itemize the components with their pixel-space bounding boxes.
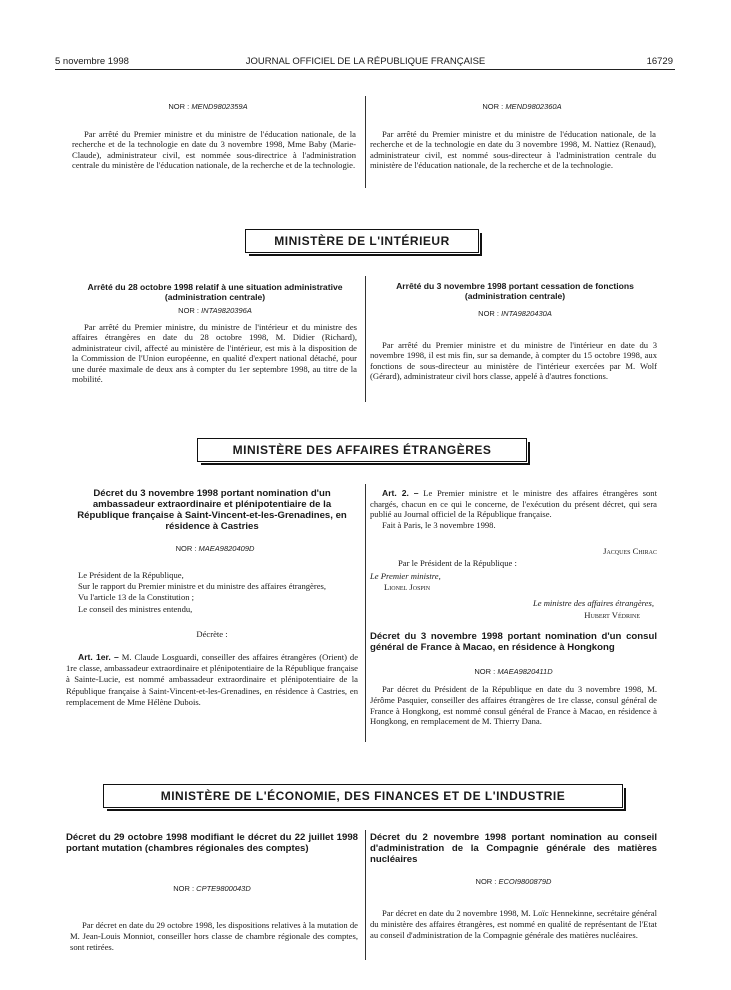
signature-pm-name: Lionel Jospin	[384, 582, 431, 592]
decrete-formula: Décrète :	[196, 628, 228, 639]
section-heading-affaires-etrangeres: MINISTÈRE DES AFFAIRES ÉTRANGÈRES	[197, 438, 527, 462]
nor-reference	[370, 667, 657, 676]
paragraph: Par arrêté du Premier ministre, du ministre de l'intérieur et du ministre des affaires étrangères en date du 28 octobre 1998, M. Didier (Richard), administrateur civil, affecté au ministère de l'intérieur, est mis à la disposition de la Commission de l'Union européenne, en qualité d'expert national détaché, pour une durée maximale de deux ans à compter du 1er septembre 1998, au titre de la mobilité.	[72, 322, 357, 385]
paragraph: Vu l'article 13 de la Constitution ;	[78, 592, 195, 603]
decret-text	[370, 684, 657, 727]
signature-pm-title: Le Premier ministre,	[370, 571, 441, 581]
section-heading-interieur: MINISTÈRE DE L'INTÉRIEUR	[245, 229, 479, 253]
decret-title: Décret du 2 novembre 1998 portant nomination au conseil d'administration de la Compagnie générale des matières nucléaires	[370, 832, 657, 865]
paragraph: Fait à Paris, le 3 novembre 1998.	[382, 519, 496, 530]
decret-body	[66, 570, 358, 708]
decret-title: Décret du 3 novembre 1998 portant nomination d'un consul général de France à Macao, en résidence à Hongkong	[370, 631, 657, 653]
paragraph: Par décret en date du 29 octobre 1998, les dispositions relatives à la mutation de M. Jean-Louis Monniot, conseiller hors classe de chambre régionale des comptes, sont retirées.	[70, 920, 358, 952]
section-heading-economie: MINISTÈRE DE L'ÉCONOMIE, DES FINANCES ET DE L'INDUSTRIE	[103, 784, 623, 808]
signature-president: Jacques Chirac	[603, 546, 657, 556]
nor-label: NOR :	[178, 306, 199, 315]
article-label: Art. 1er. –	[78, 652, 119, 663]
nor-code: ECOI9800879D	[498, 877, 552, 886]
paragraph: Par arrêté du Premier ministre et du ministre de l'éducation nationale, de la recherche et de la technologie en date du 3 novembre 1998, Mme Baby (Marie-Claude), administrateur civil, est nommée sous-directrice à l'administration centrale du ministère de l'éducation nationale, de la recherche et de la technologie.	[72, 129, 356, 171]
nor-reference	[66, 884, 358, 893]
paragraph: Par arrêté du Premier ministre et du ministre de l'intérieur en date du 3 novembre 1998, il est mis fin, sur sa demande, à compter du 15 octobre 1998, aux fonctions de sous-directeur au ministère de l'intérieur exercées par M. Wolf (Gérard), administrateur civil hors classe, appelé à d'autres fonctions.	[370, 340, 657, 382]
paragraph: Par décret du Président de la République en date du 3 novembre 1998, M. Jérôme Pasquier, conseiller des affaires étrangères de 1re classe, consul général de France à Hongkong, est nommé consul général de France à Macao, en résidence à Hongkong, en remplacement de M. Thierry Dana.	[370, 684, 657, 727]
decret-text	[70, 920, 358, 953]
decret-title: Décret du 3 novembre 1998 portant nomination d'un ambassadeur extraordinaire et plénipotentiaire de la République française à Saint-Vincent-et-les-Grenadines, en résidence à Castries	[77, 488, 347, 532]
paragraph: Par le Président de la République :	[398, 558, 517, 568]
nor-reference	[372, 102, 672, 111]
nor-reference	[58, 102, 358, 111]
nor-code: MAEA9820411D	[497, 667, 553, 676]
article-paragraph	[66, 652, 358, 708]
nor-label: NOR :	[168, 102, 190, 111]
nor-code: MEND9802360A	[505, 102, 562, 111]
article-text: M. Claude Losguardi, conseiller des affaires étrangères (Orient) de 1re classe, ambassadeur extraordinaire et plénipotentiaire de la République française à Sainte-Lucie, est nommé ambassadeur extraordinaire et plénipotentiaire de la République française à Saint-Vincent-et-les-Grenadines, en résidence à Castries, en remplacement de Mme Hélène Dubois.	[66, 652, 359, 707]
nor-code: INTA9820430A	[501, 309, 552, 318]
header-date: 5 novembre 1998	[55, 56, 129, 67]
nor-code: MEND9802359A	[191, 102, 248, 111]
signature-line	[370, 558, 657, 568]
column-divider	[365, 96, 366, 188]
column-divider	[365, 276, 366, 402]
article-paragraph	[370, 488, 657, 520]
nor-label: NOR :	[475, 877, 497, 886]
arrete-text	[370, 129, 656, 171]
decret-text	[370, 908, 657, 941]
decret-body	[370, 488, 657, 530]
paragraph: Par arrêté du Premier ministre et du ministre de l'éducation nationale, de la recherche et de la technologie en date du 3 novembre 1998, M. Nattiez (Renaud), administrateur civil, est nommé sous-directeur à l'administration centrale du ministère de l'éducation nationale, de la recherche et de la technologie.	[370, 129, 656, 171]
nor-reference	[70, 544, 360, 553]
header-journal-title: JOURNAL OFFICIEL DE LA RÉPUBLIQUE FRANÇAISE	[245, 56, 486, 67]
nor-label: NOR :	[175, 544, 197, 553]
nor-label: NOR :	[482, 102, 504, 111]
paragraph: Le conseil des ministres entendu,	[78, 603, 193, 614]
arrete-text	[370, 340, 657, 382]
decret-title: Décret du 29 octobre 1998 modifiant le décret du 22 juillet 1998 portant mutation (chambres régionales des comptes)	[66, 832, 358, 854]
header-rule	[55, 69, 675, 70]
column-divider	[365, 484, 366, 742]
nor-reference	[370, 309, 660, 318]
column-divider	[365, 830, 366, 960]
nor-label: NOR :	[478, 309, 499, 318]
arrete-title: Arrêté du 28 octobre 1998 relatif à une situation administrative (administration centrale)	[87, 282, 343, 303]
header-page-number: 16729	[646, 56, 673, 67]
arrete-title: Arrêté du 3 novembre 1998 portant cessation de fonctions (administration centrale)	[396, 281, 634, 302]
nor-code: INTA9820396A	[201, 306, 252, 315]
arrete-text	[72, 322, 357, 384]
article-label: Art. 2. –	[382, 488, 419, 498]
paragraph: Par décret en date du 2 novembre 1998, M. Loïc Hennekinne, secrétaire général du ministère des affaires étrangères, est nommé en qualité de représentant de l'Etat au conseil d'administration de la Compagnie générale des matières nucléaires.	[370, 908, 657, 940]
arrete-text	[72, 129, 356, 171]
nor-reference	[370, 877, 657, 886]
article-text: Le Premier ministre et le ministre des affaires étrangères sont chargés, chacun en ce qui le concerne, de l'exécution du présent décret, qui sera publié au Journal officiel de la République française.	[370, 488, 657, 520]
signature-mae-title: Le ministre des affaires étrangères,	[532, 598, 654, 608]
nor-code: MAEA9820409D	[198, 544, 255, 553]
signature-mae-name: Hubert Védrine	[584, 610, 640, 620]
nor-code: CPTE9800043D	[196, 884, 251, 893]
paragraph: Le Président de la République,	[78, 570, 184, 580]
paragraph: Sur le rapport du Premier ministre et du ministre des affaires étrangères,	[78, 581, 327, 592]
nor-reference	[70, 306, 360, 315]
nor-label: NOR :	[173, 884, 195, 893]
nor-label: NOR :	[474, 667, 496, 676]
